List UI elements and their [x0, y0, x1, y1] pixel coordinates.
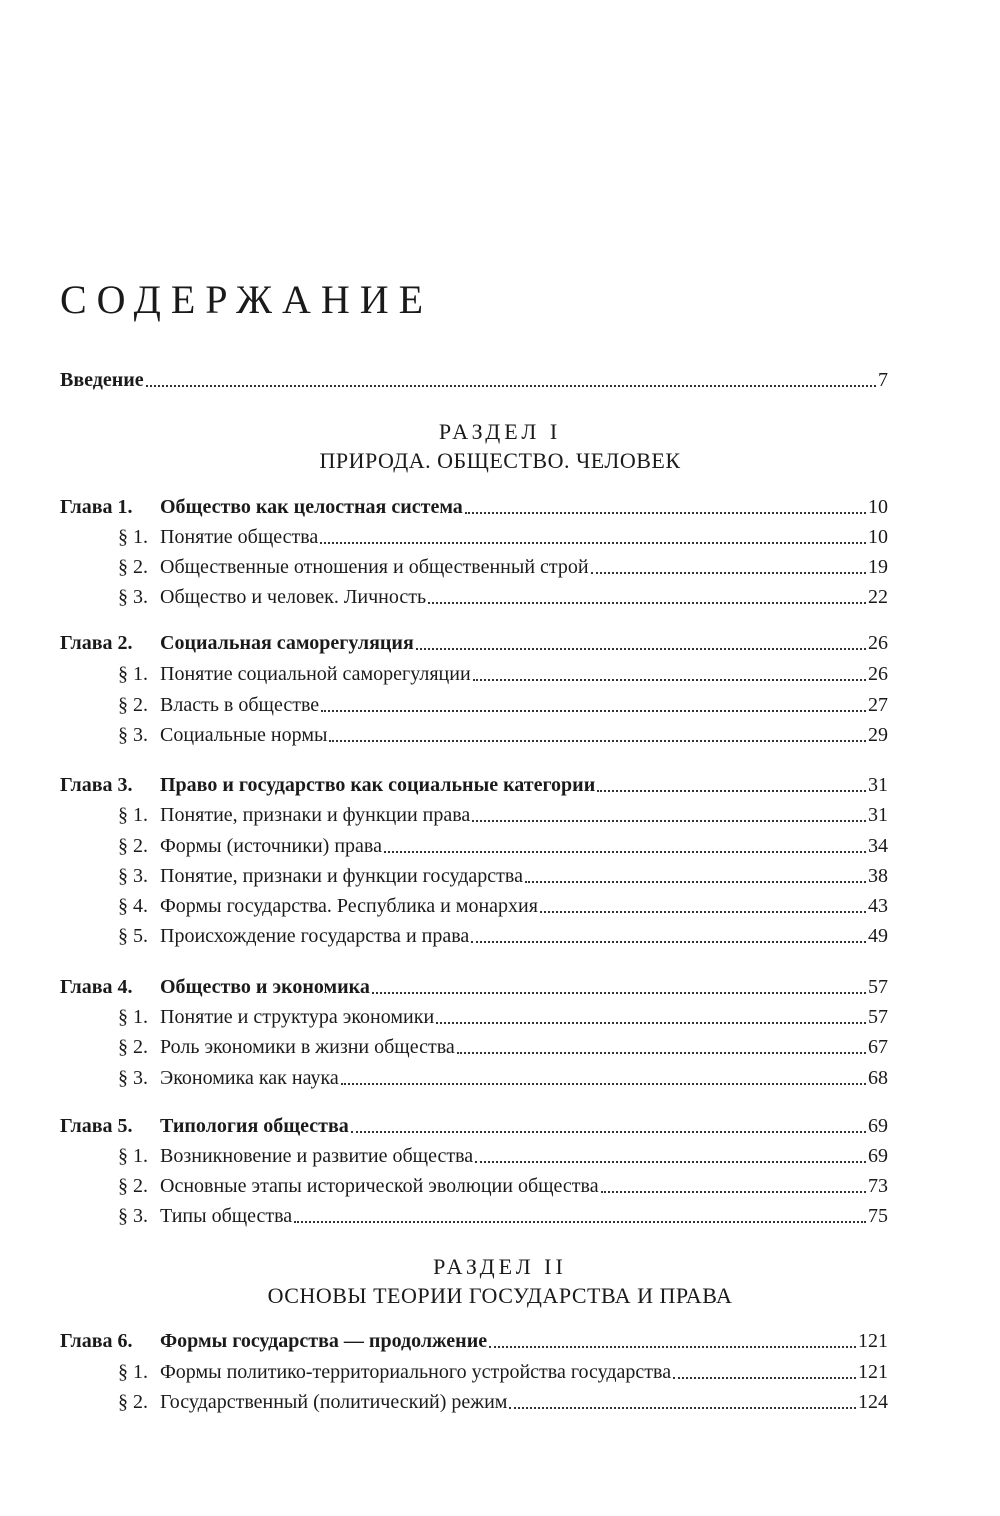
toc-paragraph[interactable]: [118, 1359, 888, 1385]
dot-leader: [436, 1004, 866, 1030]
toc-entry-intro[interactable]: [60, 367, 888, 393]
paragraph-page: 10: [868, 526, 888, 548]
toc-paragraph[interactable]: [118, 554, 888, 580]
toc-paragraph[interactable]: [118, 1034, 888, 1060]
toc-paragraph[interactable]: [118, 1004, 888, 1030]
section-heading-1: [0, 418, 1000, 476]
dot-leader: [509, 1389, 856, 1415]
paragraph-number: § 1.: [118, 1145, 148, 1167]
paragraph-number: § 3.: [118, 1067, 148, 1089]
paragraph-name: Формы политико-территориального устройства государства: [160, 1361, 672, 1383]
chapter-page: 10: [868, 496, 888, 518]
paragraph-page: 29: [868, 724, 888, 746]
dot-leader: [591, 554, 866, 580]
paragraph-number: § 2.: [118, 1036, 148, 1058]
dot-leader: [321, 692, 866, 718]
chapter-page: 26: [868, 632, 888, 654]
section-label: РАЗДЕЛ II: [433, 1254, 567, 1279]
paragraph-page: 68: [868, 1067, 888, 1089]
chapter-number: Глава 1.: [60, 496, 133, 518]
toc-chapter[interactable]: [60, 1328, 888, 1354]
paragraph-page: 73: [868, 1175, 888, 1197]
toc-chapter[interactable]: [60, 494, 888, 520]
dot-leader: [489, 1328, 856, 1354]
dot-leader: [384, 833, 866, 859]
paragraph-page: 38: [868, 865, 888, 887]
toc-paragraph[interactable]: [118, 923, 888, 949]
paragraph-page: 57: [868, 1006, 888, 1028]
paragraph-number: § 1.: [118, 1361, 148, 1383]
dot-leader: [416, 630, 866, 656]
paragraph-name: Общество и человек. Личность: [160, 586, 427, 608]
paragraph-number: § 4.: [118, 895, 148, 917]
dot-leader: [465, 494, 866, 520]
paragraph-page: 31: [868, 804, 888, 826]
page-title: СОДЕРЖАНИЕ: [60, 277, 434, 322]
paragraph-name: Происхождение государства и права: [160, 925, 470, 947]
toc-paragraph[interactable]: [118, 863, 888, 889]
paragraph-page: 121: [858, 1361, 888, 1383]
paragraph-number: § 2.: [118, 1391, 148, 1413]
paragraph-page: 124: [858, 1391, 888, 1413]
toc-paragraph[interactable]: [118, 802, 888, 828]
entry-name: Введение: [60, 369, 144, 391]
toc-paragraph[interactable]: [118, 1143, 888, 1169]
chapter-number: Глава 4.: [60, 976, 133, 998]
paragraph-page: 27: [868, 694, 888, 716]
dot-leader: [341, 1065, 866, 1091]
paragraph-page: 69: [868, 1145, 888, 1167]
paragraph-name: Государственный (политический) режим: [160, 1391, 508, 1413]
dot-leader: [525, 863, 866, 889]
chapter-number: Глава 5.: [60, 1115, 133, 1137]
paragraph-page: 34: [868, 835, 888, 857]
toc-paragraph[interactable]: [118, 722, 888, 748]
paragraph-page: 67: [868, 1036, 888, 1058]
toc-paragraph[interactable]: [118, 1389, 888, 1415]
paragraph-number: § 2.: [118, 556, 148, 578]
section-heading-2: [0, 1253, 1000, 1311]
dot-leader: [473, 661, 866, 687]
dot-leader: [601, 1173, 866, 1199]
toc-paragraph[interactable]: [118, 661, 888, 687]
paragraph-page: 22: [868, 586, 888, 608]
section-title: ОСНОВЫ ТЕОРИИ ГОСУДАРСТВА И ПРАВА: [267, 1283, 733, 1308]
paragraph-number: § 1.: [118, 663, 148, 685]
toc-chapter[interactable]: [60, 630, 888, 656]
dot-leader: [457, 1034, 866, 1060]
dot-leader: [471, 923, 866, 949]
paragraph-name: Формы (источники) права: [160, 835, 382, 857]
paragraph-number: § 5.: [118, 925, 148, 947]
dot-leader: [475, 1143, 866, 1169]
toc-chapter[interactable]: [60, 974, 888, 1000]
paragraph-number: § 3.: [118, 586, 148, 608]
toc-paragraph[interactable]: [118, 692, 888, 718]
chapter-name: Общество как целостная система: [160, 496, 463, 518]
paragraph-number: § 1.: [118, 804, 148, 826]
chapter-page: 57: [868, 976, 888, 998]
entry-page: 7: [878, 369, 888, 391]
dot-leader: [673, 1359, 856, 1385]
toc-chapter[interactable]: [60, 1113, 888, 1139]
toc-paragraph[interactable]: [118, 584, 888, 610]
chapter-number: Глава 2.: [60, 632, 133, 654]
paragraph-name: Экономика как наука: [160, 1067, 339, 1089]
paragraph-name: Власть в обществе: [160, 694, 320, 716]
dot-leader: [472, 802, 866, 828]
dot-leader: [540, 893, 866, 919]
chapter-page: 121: [858, 1330, 888, 1352]
dot-leader: [320, 524, 866, 550]
toc-paragraph[interactable]: [118, 1203, 888, 1229]
chapter-name: Общество и экономика: [160, 976, 370, 998]
dot-leader: [146, 367, 876, 393]
dot-leader: [372, 974, 866, 1000]
dot-leader: [294, 1203, 866, 1229]
toc-paragraph[interactable]: [118, 1065, 888, 1091]
paragraph-name: Понятие общества: [160, 526, 319, 548]
toc-paragraph[interactable]: [118, 1173, 888, 1199]
paragraph-number: § 3.: [118, 1205, 148, 1227]
chapter-name: Формы государства — продолжение: [160, 1330, 488, 1352]
paragraph-page: 19: [868, 556, 888, 578]
paragraph-number: § 1.: [118, 526, 148, 548]
paragraph-number: § 2.: [118, 694, 148, 716]
section-title: ПРИРОДА. ОБЩЕСТВО. ЧЕЛОВЕК: [319, 448, 681, 473]
paragraph-page: 75: [868, 1205, 888, 1227]
chapter-name: Социальная саморегуляция: [160, 632, 414, 654]
paragraph-name: Роль экономики в жизни общества: [160, 1036, 455, 1058]
chapter-name: Типология общества: [160, 1115, 349, 1137]
paragraph-number: § 1.: [118, 1006, 148, 1028]
paragraph-name: Основные этапы исторической эволюции общества: [160, 1175, 599, 1197]
chapter-number: Глава 3.: [60, 774, 133, 796]
paragraph-name: Понятие социальной саморегуляции: [160, 663, 471, 685]
paragraph-name: Социальные нормы: [160, 724, 328, 746]
toc-paragraph[interactable]: [118, 893, 888, 919]
dot-leader: [428, 584, 866, 610]
paragraph-number: § 2.: [118, 835, 148, 857]
paragraph-page: 43: [868, 895, 888, 917]
paragraph-name: Понятие, признаки и функции права: [160, 804, 471, 826]
chapter-page: 31: [868, 774, 888, 796]
paragraph-name: Формы государства. Республика и монархия: [160, 895, 538, 917]
paragraph-name: Типы общества: [160, 1205, 293, 1227]
dot-leader: [351, 1113, 866, 1139]
chapter-number: Глава 6.: [60, 1330, 133, 1352]
paragraph-page: 49: [868, 925, 888, 947]
chapter-page: 69: [868, 1115, 888, 1137]
toc-paragraph[interactable]: [118, 833, 888, 859]
toc-chapter[interactable]: [60, 772, 888, 798]
paragraph-number: § 3.: [118, 724, 148, 746]
chapter-name: Право и государство как социальные категории: [160, 774, 596, 796]
toc-paragraph[interactable]: [118, 524, 888, 550]
section-label: РАЗДЕЛ I: [438, 419, 562, 444]
paragraph-name: Понятие и структура экономики: [160, 1006, 435, 1028]
paragraph-number: § 3.: [118, 865, 148, 887]
paragraph-page: 26: [868, 663, 888, 685]
paragraph-number: § 2.: [118, 1175, 148, 1197]
paragraph-name: Общественные отношения и общественный строй: [160, 556, 589, 578]
paragraph-name: Понятие, признаки и функции государства: [160, 865, 523, 887]
dot-leader: [329, 722, 866, 748]
dot-leader: [597, 772, 866, 798]
paragraph-name: Возникновение и развитие общества: [160, 1145, 474, 1167]
